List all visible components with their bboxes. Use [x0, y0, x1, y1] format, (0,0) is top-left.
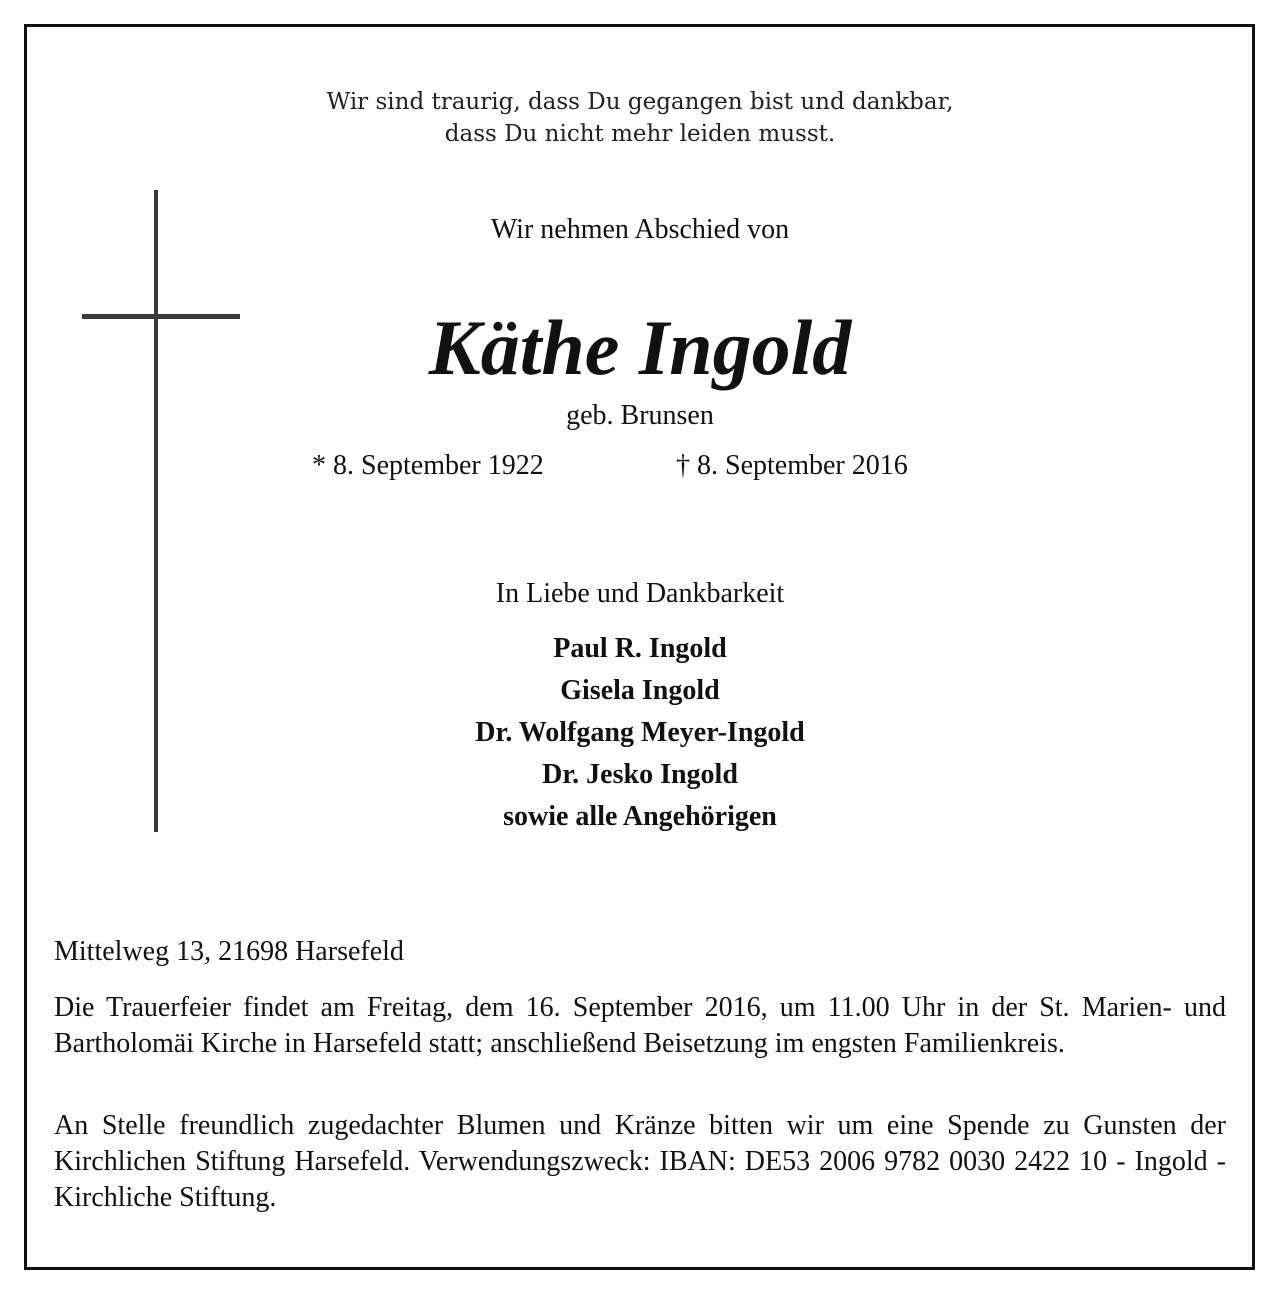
farewell-intro: Wir nehmen Abschied von [490, 214, 790, 245]
mourner-name: Dr. Jesko Ingold [542, 759, 738, 790]
love-gratitude-line: In Liebe und Dankbarkeit [495, 578, 785, 609]
family-address: Mittelweg 13, 21698 Harsefeld [54, 936, 404, 967]
motto [0, 86, 1280, 150]
funeral-details: Die Trauerfeier findet am Freitag, dem 16. September 2016, um 11.00 Uhr in der St. Marien- und Bartholomäi Kirche in Harsefeld statt; anschließend Beisetzung im engsten Familienkreis. [54, 992, 1226, 1059]
motto-line-1: Wir sind traurig, dass Du gegangen bist und dankbar, [326, 89, 954, 115]
mourner-name: Paul R. Ingold [553, 633, 727, 664]
death-date: † 8. September 2016 [676, 450, 908, 481]
birth-date: * 8. September 1922 [312, 450, 544, 481]
deceased-name: Käthe Ingold [428, 304, 852, 391]
mourner-name: Dr. Wolfgang Meyer-Ingold [475, 717, 805, 748]
mourners-list [0, 628, 1280, 838]
maiden-name: geb. Brunsen [566, 400, 714, 431]
mourner-name: Gisela Ingold [560, 675, 720, 706]
mourner-name: sowie alle Angehörigen [503, 801, 777, 832]
motto-line-2: dass Du nicht mehr leiden musst. [444, 121, 836, 147]
donation-request: An Stelle freundlich zugedachter Blumen und Kränze bitten wir um eine Spende zu Gunsten der Kirchlichen Stiftung Harsefeld. Verwendungszweck: IBAN: DE53 2006 9782 0030 2422 10 - Ingold - Kirchliche Stiftung. [54, 1110, 1226, 1213]
